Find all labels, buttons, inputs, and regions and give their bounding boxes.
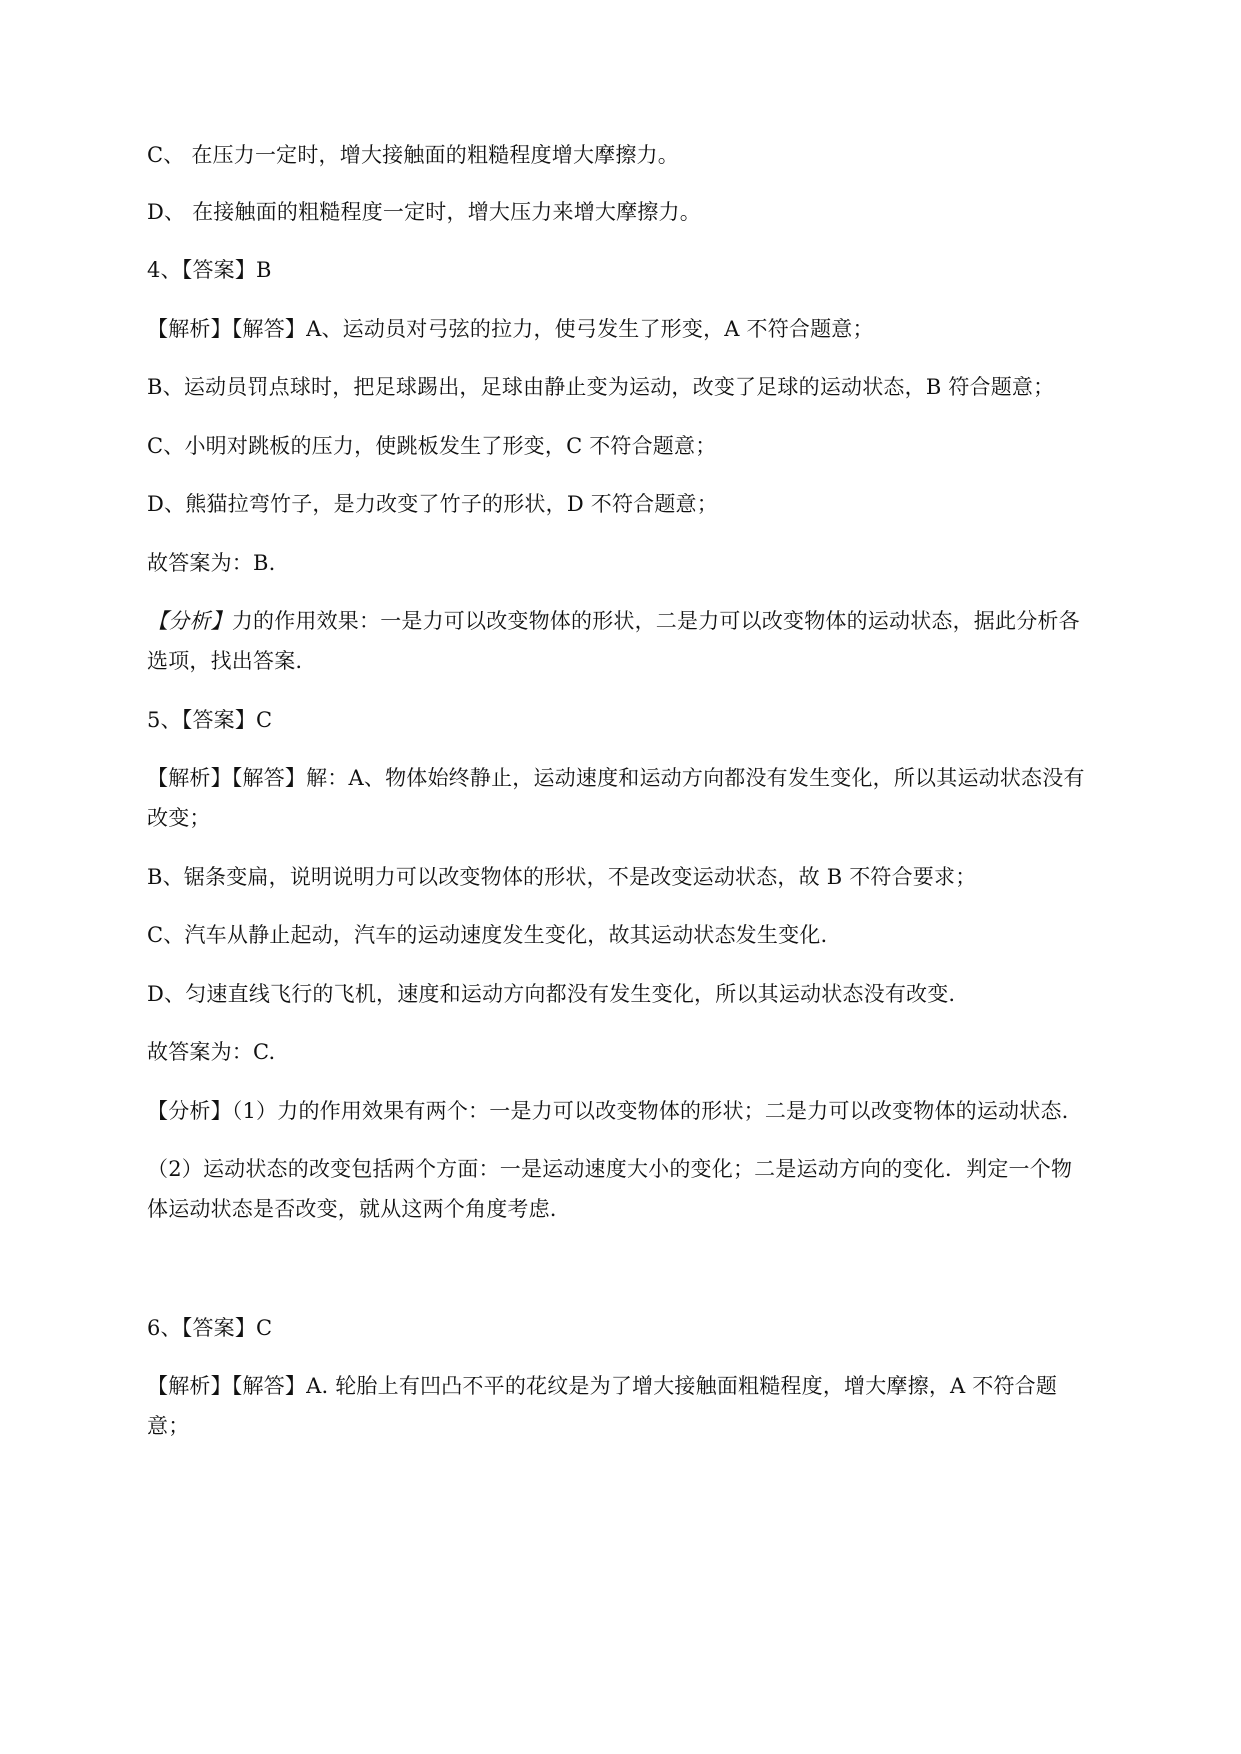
answer-5-analysis-d: D、匀速直线飞行的飞机，速度和运动方向都没有发生变化，所以其运动状态没有改变. <box>147 982 956 1006</box>
answer-4-analysis-d: D、熊猫拉弯竹子，是力改变了竹子的形状，D 不符合题意； <box>147 492 718 516</box>
answer-5-summary-2-line-1: （2）运动状态的改变包括两个方面：一是运动速度大小的变化；二是运动方向的变化．判定一个物 <box>147 1157 1073 1181</box>
answer-4-summary-line-2: 选项，找出答案. <box>147 649 303 673</box>
answer-5-heading: 5、【答案】C <box>147 708 273 732</box>
answer-5-analysis-c: C、汽车从静止起动，汽车的运动速度发生变化，故其运动状态发生变化. <box>147 923 828 947</box>
answer-4-analysis-c: C、小明对跳板的压力，使跳板发生了形变，C 不符合题意； <box>147 434 717 458</box>
summary-label: 【分析】 <box>147 609 232 633</box>
option-d-line: D、 在接触面的粗糙程度一定时，增大压力来增大摩擦力。 <box>147 200 701 224</box>
summary-text: 力的作用效果：一是力可以改变物体的形状，二是力可以改变物体的运动状态，据此分析各 <box>231 609 1080 633</box>
answer-4-analysis-b: B、运动员罚点球时，把足球踢出，足球由静止变为运动，改变了足球的运动状态，B 符合题意； <box>147 375 1055 399</box>
answer-4-summary-line-1 <box>147 603 1147 639</box>
answer-5-analysis-a-line-1: 【解析】【解答】解：A、物体始终静止，运动速度和运动方向都没有发生变化，所以其运动状态没有 <box>147 766 1085 790</box>
answer-6-heading: 6、【答案】C <box>147 1316 273 1340</box>
answer-4-conclusion: 故答案为：B. <box>147 551 276 575</box>
answer-5-summary-1: 【分析】（1）力的作用效果有两个：一是力可以改变物体的形状；二是力可以改变物体的运动状态. <box>147 1099 1069 1123</box>
answer-5-conclusion: 故答案为：C. <box>147 1040 276 1064</box>
answer-4-analysis-a: 【解析】【解答】A、运动员对弓弦的拉力，使弓发生了形变，A 不符合题意； <box>147 317 874 341</box>
answer-4-heading: 4、【答案】B <box>147 258 272 282</box>
answer-5-summary-2-line-2: 体运动状态是否改变，就从这两个角度考虑. <box>147 1197 557 1221</box>
answer-5-analysis-a-line-2: 改变； <box>147 806 211 830</box>
answer-5-analysis-b: B、锯条变扁，说明说明力可以改变物体的形状，不是改变运动状态，故 B 不符合要求； <box>147 865 977 889</box>
answer-6-analysis-a-line-2: 意； <box>147 1414 190 1438</box>
option-c-line: C、 在压力一定时，增大接触面的粗糙程度增大摩擦力。 <box>147 143 679 167</box>
answer-6-analysis-a-line-1: 【解析】【解答】A. 轮胎上有凹凸不平的花纹是为了增大接触面粗糙程度，增大摩擦，A 不符合题 <box>147 1374 1058 1398</box>
